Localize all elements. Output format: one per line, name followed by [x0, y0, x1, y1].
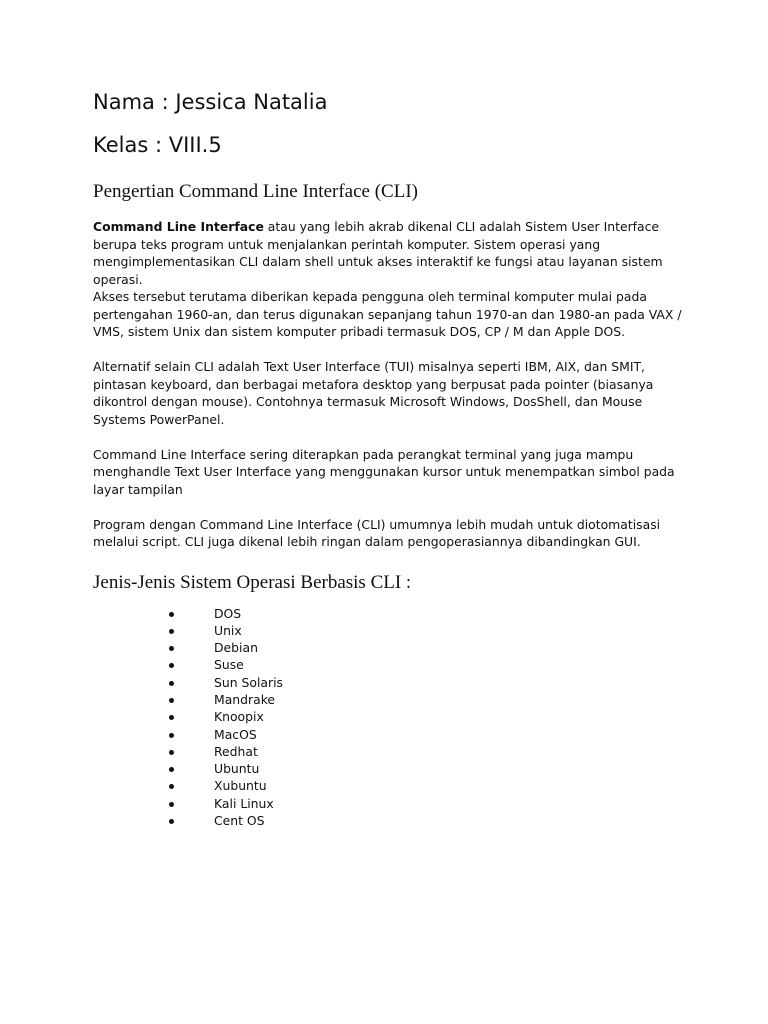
list-item: Suse [93, 656, 683, 673]
intro-bold-term: Command Line Interface [93, 219, 264, 234]
bullet-icon [169, 698, 174, 703]
list-item: Redhat [93, 743, 683, 760]
list-item: MacOS [93, 726, 683, 743]
history-paragraph: Akses tersebut terutama diberikan kepada pengguna oleh terminal komputer mulai pada pertengahan 1960-an, dan terus digunakan sepanjang tahun 1970-an dan 1980-an pada VAX / VMS, sistem Unix dan sistem komputer pribadi termasuk DOS, CP / M dan Apple DOS. [93, 289, 682, 339]
intro-text: atau yang lebih akrab dikenal CLI adalah Sistem User Interface berupa teks program untuk menjalankan perintah komputer. Sistem operasi yang mengimplementasikan CLI dalam shell untuk akses interaktif ke fungsi atau layanan sistem operasi. [93, 219, 663, 287]
bullet-icon [169, 681, 174, 686]
list-item: Cent OS [93, 812, 683, 829]
alternative-paragraph: Alternatif selain CLI adalah Text User Interface (TUI) misalnya seperti IBM, AIX, dan SMIT, pintasan keyboard, dan berbagai metafora desktop yang berpusat pada pointer (biasanya dikontrol dengan mouse). Contohnya termasuk Microsoft Windows, DosShell, dan Mouse Systems PowerPanel. [93, 359, 654, 427]
list-item: Mandrake [93, 691, 683, 708]
bullet-icon [169, 612, 174, 617]
bullet-icon [169, 750, 174, 755]
bullet-icon [169, 663, 174, 668]
intro-paragraph [93, 218, 683, 288]
list-item: Debian [93, 639, 683, 656]
bullet-icon [169, 819, 174, 824]
bullet-icon [169, 733, 174, 738]
list-item: Unix [93, 622, 683, 639]
list-item: Knoopix [93, 708, 683, 725]
list-item: Kali Linux [93, 795, 683, 812]
list-item: Ubuntu [93, 760, 683, 777]
list-item: DOS [93, 605, 683, 622]
bullet-icon [169, 629, 174, 634]
os-list [93, 605, 683, 830]
terminal-paragraph: Command Line Interface sering diterapkan pada perangkat terminal yang juga mampu menghandle Text User Interface yang menggunakan kursor untuk menempatkan simbol pada layar tampilan [93, 446, 675, 497]
section-heading-os-types: Jenis-Jenis Sistem Operasi Berbasis CLI : [93, 571, 412, 593]
list-item: Sun Solaris [93, 674, 683, 691]
automation-paragraph: Program dengan Command Line Interface (CLI) umumnya lebih mudah untuk diotomatisasi melalui script. CLI juga dikenal lebih ringan dalam pengoperasiannya dibandingkan GUI. [93, 516, 661, 549]
section-heading-definition: Pengertian Command Line Interface (CLI) [93, 181, 418, 202]
bullet-icon [169, 646, 174, 651]
student-class: Kelas : VIII.5 [93, 133, 222, 157]
list-item: Xubuntu [93, 777, 683, 794]
bullet-icon [169, 784, 174, 789]
document-page [93, 88, 683, 829]
bullet-icon [169, 715, 174, 720]
bullet-icon [169, 802, 174, 807]
bullet-icon [169, 767, 174, 772]
student-name: Nama : Jessica Natalia [93, 90, 328, 114]
